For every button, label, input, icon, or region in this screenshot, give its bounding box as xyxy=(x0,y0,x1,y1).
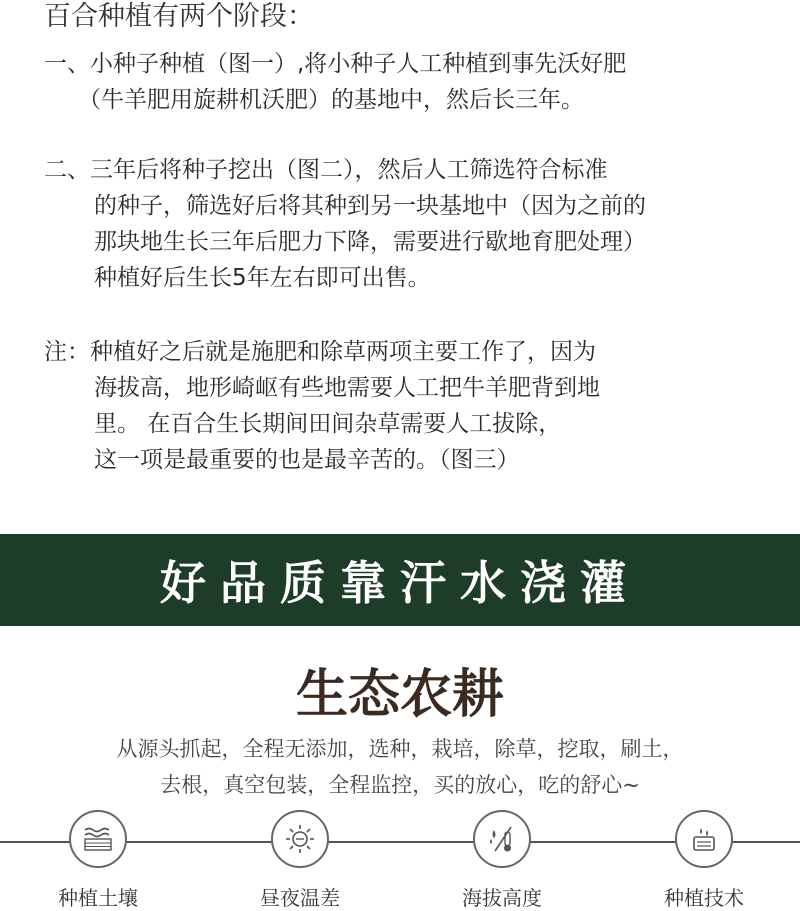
slogan-text: 好品质靠汗水浇灌 xyxy=(160,556,640,610)
feature-label: 种植技术 xyxy=(664,886,744,910)
stage-two-line: 那块地生长三年后肥力下降，需要进行歇地育肥处理） xyxy=(94,229,646,255)
intro-heading: 百合种植有两个阶段： xyxy=(44,1,314,32)
stage-one-paragraph xyxy=(44,46,626,118)
eco-farming-title: 生态农耕 xyxy=(295,664,504,725)
stage-two-line: 二、三年后将种子挖出（图二），然后人工筛选符合标准 xyxy=(44,157,608,183)
stage-one-line: （牛羊肥用旋耕机沃肥）的基地中，然后长三年。 xyxy=(78,87,584,113)
note-line: 里。 在百合生长期间田间杂草需要人工拔除， xyxy=(94,411,562,437)
note-line: 这一项是最重要的也是最辛苦的。（图三） xyxy=(94,447,520,473)
eco-farming-description xyxy=(0,731,800,803)
slogan-banner xyxy=(0,534,800,626)
feature-planting-technique xyxy=(634,810,774,911)
eco-desc-line: 去根，真空包装，全程监控，买的放心，吃的舒心~ xyxy=(160,773,640,797)
stage-two-paragraph xyxy=(44,152,646,296)
planting-technique-icon xyxy=(675,810,733,868)
feature-label: 海拔高度 xyxy=(462,886,542,910)
note-paragraph xyxy=(44,334,600,478)
note-line: 注：种植好之后就是施肥和除草两项主要工作了，因为 xyxy=(44,339,596,365)
sun-temperature-icon xyxy=(271,810,329,868)
feature-row xyxy=(0,810,800,910)
feature-label: 昼夜温差 xyxy=(260,886,340,910)
feature-soil xyxy=(28,810,168,911)
soil-icon xyxy=(69,810,127,868)
stage-one-line: 一、小种子种植（图一）,将小种子人工种植到事先沃好肥 xyxy=(44,51,627,77)
feature-altitude xyxy=(432,810,572,911)
feature-temperature-difference xyxy=(230,810,370,911)
stage-two-line: 种植好后生长5年左右即可出售。 xyxy=(94,265,431,291)
stage-two-line: 的种子，筛选好后将其种到另一块基地中（因为之前的 xyxy=(94,193,646,219)
altitude-thermometer-icon xyxy=(473,810,531,868)
feature-label: 种植土壤 xyxy=(58,886,138,910)
note-line: 海拔高，地形崎岖有些地需要人工把牛羊肥背到地 xyxy=(94,375,600,401)
eco-desc-line: 从源头抓起，全程无添加，选种，栽培，除草，挖取，刷土， xyxy=(116,737,684,761)
